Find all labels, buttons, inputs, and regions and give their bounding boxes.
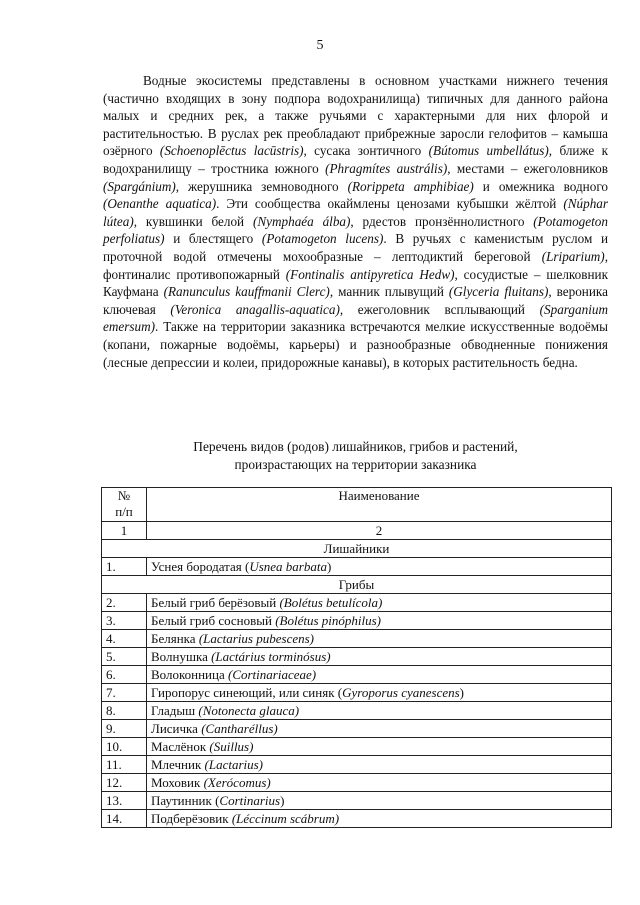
table-header-row <box>102 488 612 522</box>
section-header-row <box>102 576 612 594</box>
table-row <box>102 648 612 666</box>
row-number: 11. <box>102 756 147 774</box>
latin-name: (Cantharéllus) <box>201 720 278 736</box>
text-run: , сусака зонтичного <box>303 143 429 159</box>
row-number: 5. <box>102 648 147 666</box>
latin-name: (Bútomus umbellátus) <box>428 143 549 159</box>
table-row <box>102 630 612 648</box>
latin-name: (Potamogeton lucens) <box>261 231 384 247</box>
name-tail: ) <box>280 792 285 808</box>
common-name: Белый гриб сосновый <box>151 612 276 628</box>
section-header-row <box>102 540 612 558</box>
text-run: , кувшинки белой <box>133 213 253 229</box>
common-name: Гиропорус синеющий, или синяк ( <box>151 684 343 700</box>
row-number: 2. <box>102 594 147 612</box>
species-name <box>147 558 612 576</box>
species-name <box>147 720 612 738</box>
row-number: 12. <box>102 774 147 792</box>
text-run: , местами – ежеголовников <box>447 160 608 176</box>
latin-name: (Notonecta glauca) <box>198 702 300 718</box>
header-number-line-2: п/п <box>115 504 133 519</box>
latin-name: (Suillus) <box>209 738 254 754</box>
index-cell-2: 2 <box>147 522 612 540</box>
common-name: Лисичка <box>151 720 202 736</box>
row-number: 10. <box>102 738 147 756</box>
section-title: Грибы <box>102 576 612 594</box>
table-row <box>102 558 612 576</box>
latin-name: (Fontinalis antipyretica Hedw) <box>285 266 455 282</box>
species-name <box>147 612 612 630</box>
table-row <box>102 810 612 828</box>
latin-name: (Lactarius) <box>204 756 264 772</box>
text-run: , ежеголовник всплывающий <box>339 301 540 317</box>
species-name <box>147 684 612 702</box>
species-name <box>147 702 612 720</box>
name-tail: ) <box>459 684 465 700</box>
text-run: , жерушника земноводного <box>175 178 348 194</box>
caption-line-1: Перечень видов (родов) лишайников, грибов и растений, <box>193 439 518 454</box>
table-index-row <box>102 522 612 540</box>
caption-line-2: произрастающих на территории заказника <box>234 457 477 472</box>
common-name: Паутинник ( <box>151 792 220 808</box>
row-number: 7. <box>102 684 147 702</box>
species-name <box>147 594 612 612</box>
latin-name: (Ranunculus kauffmanii Clerc) <box>163 284 330 300</box>
name-tail: ) <box>326 558 332 574</box>
text-run: , рдестов пронзённолистного <box>350 213 534 229</box>
row-number: 14. <box>102 810 147 828</box>
text-run: . Эти сообщества окаймлены ценозами кубышки жёлтой <box>216 196 564 212</box>
species-name <box>147 756 612 774</box>
common-name: Белянка <box>151 630 199 646</box>
common-name: Волнушка <box>151 648 212 664</box>
species-name <box>147 774 612 792</box>
latin-name: Usnea barbata <box>249 558 327 574</box>
latin-name: (Glyceria fluitans) <box>448 284 549 300</box>
table-row <box>102 774 612 792</box>
text-run: , манник плывущий <box>329 284 449 300</box>
common-name: Маслёнок <box>151 738 210 754</box>
text-run: и омежника водного <box>473 178 609 194</box>
common-name: Подберёзовик <box>151 810 232 826</box>
table-row <box>102 738 612 756</box>
latin-name: (Lactárius torminósus) <box>211 648 331 664</box>
text-run: и блестящего <box>164 231 262 247</box>
page-number: 5 <box>316 38 324 53</box>
table-body <box>102 540 612 828</box>
common-name: Гладыш <box>151 702 199 718</box>
latin-name: (Cortinariaceae) <box>228 666 317 682</box>
latin-name: (Spargánium) <box>103 178 176 194</box>
latin-name: (Léccinum scábrum) <box>231 810 340 826</box>
table-row <box>102 684 612 702</box>
common-name: Белый гриб берёзовый <box>151 594 280 610</box>
common-name: Уснея бородатая ( <box>151 558 250 574</box>
intro-paragraph <box>103 72 608 371</box>
latin-name: (Phragmítes austrális) <box>325 160 448 176</box>
text-run: . В ручьях с каменистым руслом и проточной водой отмечены мохообразные – лептодиктий береговой <box>103 231 609 264</box>
row-number: 8. <box>102 702 147 720</box>
latin-name: (Lriparium) <box>541 248 605 264</box>
header-number-line-1: № <box>117 488 131 503</box>
common-name: Млечник <box>151 756 205 772</box>
index-cell-1: 1 <box>102 522 147 540</box>
latin-name: (Veronica anagallis-aquatica) <box>170 301 340 317</box>
common-name: Волоконница <box>151 666 228 682</box>
row-number: 3. <box>102 612 147 630</box>
species-table <box>101 487 612 828</box>
text-run: , фонтиналис противопожарный <box>103 248 608 282</box>
header-number <box>102 488 147 522</box>
table-row <box>102 720 612 738</box>
latin-name: (Schoenoplēctus lacūstris) <box>159 143 304 159</box>
table-row <box>102 666 612 684</box>
table-row <box>102 702 612 720</box>
latin-name: Cortinarius <box>219 792 281 808</box>
table-caption <box>103 438 608 474</box>
latin-name: (Xerócomus) <box>203 774 271 790</box>
latin-name: Gyroporus cyanescens <box>342 684 460 700</box>
text-run: Водные экосистемы представлены в основном участками нижнего течения (частично входящих в зону подпора водохранилища) типичных для данного района малых и средних рек, а также ручьями с характерными для них флорой и растительностью. В руслах рек преобладают прибрежные заросли гелофитов – камыша озёрного <box>103 73 608 159</box>
table-row <box>102 792 612 810</box>
species-name <box>147 792 612 810</box>
row-number: 1. <box>102 558 147 576</box>
species-name <box>147 648 612 666</box>
latin-name: (Rorippeta amphibiae) <box>347 178 474 194</box>
row-number: 13. <box>102 792 147 810</box>
table-row <box>102 594 612 612</box>
latin-name: (Lactarius pubescens) <box>198 630 314 646</box>
latin-name: (Oenanthe aquatica) <box>103 196 217 212</box>
latin-name: (Potamogeton perfoliatus) <box>103 213 608 247</box>
intro-text <box>103 72 608 371</box>
species-name <box>147 630 612 648</box>
species-name <box>147 738 612 756</box>
text-run: , сосудистые – шелковник Кауфмана <box>103 266 608 300</box>
row-number: 4. <box>102 630 147 648</box>
latin-name: (Nymphaéa álba) <box>252 213 351 229</box>
species-name <box>147 666 612 684</box>
row-number: 6. <box>102 666 147 684</box>
common-name: Моховик <box>151 774 204 790</box>
table-row <box>102 756 612 774</box>
text-run: , ближе к водохранилищу – тростника южного <box>103 143 609 176</box>
text-run: . Также на территории заказника встречаются мелкие искусственные водоёмы (копани, пожарные водоёмы, карьеры) и разнообразные обводненные понижения (лесные депрессии и колеи, придорожные канавы), в которых растительность бедна. <box>103 319 608 370</box>
section-title: Лишайники <box>102 540 612 558</box>
header-name: Наименование <box>147 488 612 522</box>
latin-name: (Bolétus pinóphilus) <box>275 612 382 628</box>
table-row <box>102 612 612 630</box>
species-name <box>147 810 612 828</box>
latin-name: (Núphar lútea) <box>103 196 609 229</box>
row-number: 9. <box>102 720 147 738</box>
latin-name: (Bolétus betulícola) <box>279 594 383 610</box>
latin-name: (Sparganium emersum) <box>103 301 608 335</box>
text-run: , вероника ключевая <box>103 284 608 317</box>
